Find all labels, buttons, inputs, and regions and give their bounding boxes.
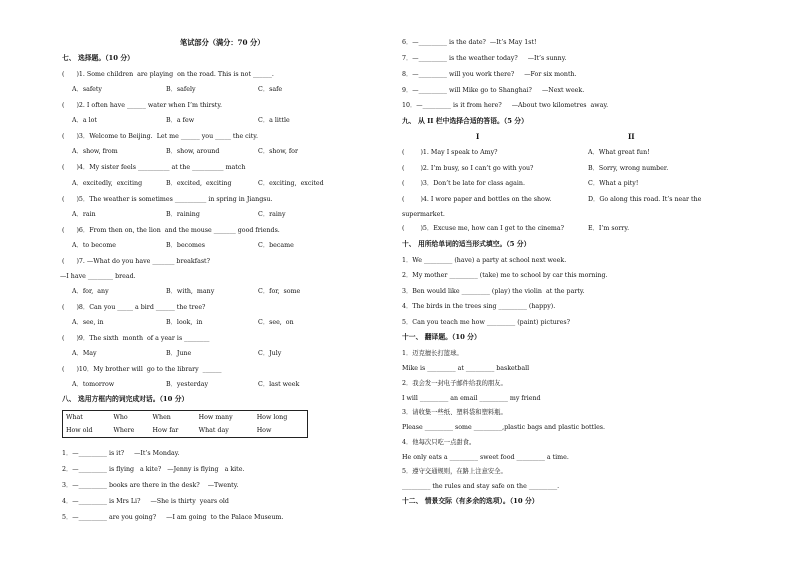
option-a: A．to become [72, 242, 116, 249]
option-b: B．with, many [166, 288, 215, 295]
page-title: 笔试部分（满分：70 分） [180, 38, 265, 47]
option-c: C．see, on [258, 319, 294, 326]
translate-answer-2: I will _________ an email _________ my friend [402, 395, 541, 402]
option-b: B．yesterday [166, 381, 209, 388]
translate-prompt-3: 3．请收集一些纸、塑料袋和塑料瓶。 [402, 409, 507, 416]
option-a: A．excitedly, exciting [72, 180, 143, 187]
dialogue-item-8: 8．—_________ will you work there? —For six month. [402, 71, 577, 78]
option-c: C．rainy [258, 211, 286, 218]
match-question-4: ( )4. I wore paper and bottles on the show. [402, 196, 552, 203]
section-10-heading: 十、 用所给单词的适当形式填空。（5 分） [402, 240, 531, 248]
option-b: B．excited, exciting [166, 180, 232, 187]
column-ii-header: II [628, 132, 635, 141]
option-b: B．June [166, 350, 192, 357]
option-a: A．safety [72, 86, 102, 93]
section-12-heading: 十二、 情景交际（有多余的选项）。（10 分） [402, 497, 539, 505]
dialogue-item-6: 6．—_________ is the date? —It’s May 1st! [402, 39, 537, 46]
word-cell: What day [198, 426, 229, 434]
option-a: A．May [72, 350, 97, 357]
match-question-1: ( )1. May I speak to Amy? [402, 149, 498, 156]
option-a: A．for, any [72, 288, 109, 295]
word-cell: How old [66, 426, 93, 434]
question-7-7-line2: —I have ________ bread. [60, 273, 136, 280]
option-a: A．show, from [72, 148, 118, 155]
question-7-5: ( )5．The weather is sometimes __________ in spring in Jiangsu. [62, 196, 273, 203]
fill-item-2: 2．My mother _________ (take) me to school by car this morning. [402, 272, 608, 279]
question-7-9: ( )9．The sixth month of a year is ________ [62, 335, 210, 342]
fill-item-5: 5．Can you teach me how _________ (paint) pictures? [402, 319, 571, 326]
question-7-6: ( )6．From then on, the lion and the mouse _______ good friends. [62, 227, 280, 234]
word-box [62, 410, 308, 438]
option-b: B．raining [166, 211, 200, 218]
option-c: C．for, some [258, 288, 301, 295]
question-7-2: ( )2. I often have ______ water when I’m thirsty. [62, 102, 223, 109]
option-c: C．safe [258, 86, 283, 93]
translate-prompt-1: 1．迈克擅长打篮球。 [402, 350, 463, 357]
translate-prompt-4: 4．他每次只吃一点甜食。 [402, 439, 476, 446]
match-answer-c: C．What a pity! [588, 180, 639, 187]
option-a: A．see, in [72, 319, 104, 326]
match-answer-b: B．Sorry, wrong number. [588, 165, 669, 172]
option-a: A．a lot [72, 117, 97, 124]
section-9-heading: 九、 从 II 栏中选择合适的答语。（5 分） [402, 117, 528, 125]
question-7-10: ( )10．My brother will go to the library ______ [62, 366, 222, 373]
option-b: B．look, in [166, 319, 203, 326]
match-question-5: ( )5．Excuse me, how can I get to the cinema? [402, 225, 565, 232]
option-b: B．becomes [166, 242, 205, 249]
word-cell: How long [256, 413, 288, 421]
option-b: B．show, around [166, 148, 220, 155]
fill-item-4: 4．The birds in the trees sing _________ (happy). [402, 303, 556, 310]
word-box-row [63, 424, 308, 438]
match-answer-a: A．What great fun! [588, 149, 650, 156]
match-question-3: ( )3．Don’t be late for class again. [402, 180, 525, 187]
question-7-7: ( )7. —What do you have _______ breakfast? [62, 258, 210, 265]
word-cell: How far [152, 426, 179, 434]
dialogue-item-10: 10．—_________ is it from here? —About two kilometres away. [402, 102, 609, 109]
section-11-heading: 十一、 翻译题。（10 分） [402, 333, 481, 341]
option-c: C．a little [258, 117, 290, 124]
dialogue-item-5: 5．—_________ are you going? —I am going to the Palace Museum. [62, 514, 284, 521]
word-cell: How many [198, 413, 233, 421]
question-7-1: ( )1. Some children are playing on the road. This is not ______. [62, 71, 274, 78]
option-a: A．tomorrow [72, 381, 115, 388]
translate-answer-3: Please _________ some _________,plastic bags and plastic bottles. [402, 424, 606, 431]
translate-answer-4: He only eats a _________ sweet food _________ a time. [402, 454, 569, 461]
option-c: C．exciting, excited [258, 180, 324, 187]
match-answer-d: D．Go along this road. It’s near the [588, 196, 702, 203]
option-c: C．show, for [258, 148, 298, 155]
column-i-header: I [476, 132, 480, 141]
option-b: B．a few [166, 117, 195, 124]
option-c: C．became [258, 242, 294, 249]
translate-answer-1: Mike is _________ at _________ basketball [402, 365, 530, 372]
translate-prompt-2: 2．我会发一封电子邮件给我的朋友。 [402, 380, 507, 387]
question-7-4: ( )4．My sister feels __________ at the __________ match [62, 164, 246, 171]
question-7-3: ( )3．Welcome to Beijing. Let me ______ you _____ the city. [62, 133, 258, 140]
word-cell: What [66, 413, 83, 421]
option-c: C．last week [258, 381, 300, 388]
translate-prompt-5: 5．遵守交通规则，在路上注意安全。 [402, 468, 507, 475]
dialogue-item-9: 9．—_________ will Mike go to Shanghai? —Next week. [402, 87, 585, 94]
translate-answer-5: _________ the rules and stay safe on the _________. [402, 483, 560, 490]
fill-item-1: 1．We _________ (have) a party at school next week. [402, 257, 567, 264]
word-cell: Where [113, 426, 135, 434]
word-box-row [63, 411, 308, 425]
option-b: B．safely [166, 86, 196, 93]
dialogue-item-2: 2．—_________ is flying a kite? —Jenny is flying a kite. [62, 466, 245, 473]
word-cell: Who [113, 413, 128, 421]
option-c: C．July [258, 350, 282, 357]
match-answer-d-continued: supermarket. [402, 211, 445, 218]
match-question-2: ( )2. I’m busy, so I can’t go with you? [402, 165, 534, 172]
dialogue-item-7: 7．—_________ is the weather today? —It’s sunny. [402, 55, 567, 62]
word-cell: When [152, 413, 171, 421]
dialogue-item-4: 4．—_________ is Mrs Li? —She is thirty years old [62, 498, 229, 505]
match-answer-e: E．I’m sorry. [588, 225, 630, 232]
section-8-heading: 八、 选用方框内的词完成对话。（10 分） [62, 395, 189, 403]
question-7-8: ( )8．Can you _____ a bird ______ the tree? [62, 304, 206, 311]
section-7-heading: 七、 选择题。（10 分） [62, 54, 134, 62]
fill-item-3: 3．Ben would like _________ (play) the violin at the party. [402, 288, 585, 295]
dialogue-item-1: 1．—_________ is it? —It’s Monday. [62, 450, 180, 457]
word-cell: How [256, 426, 272, 434]
option-a: A．rain [72, 211, 96, 218]
dialogue-item-3: 3．—_________ books are there in the desk? —Twenty. [62, 482, 239, 489]
